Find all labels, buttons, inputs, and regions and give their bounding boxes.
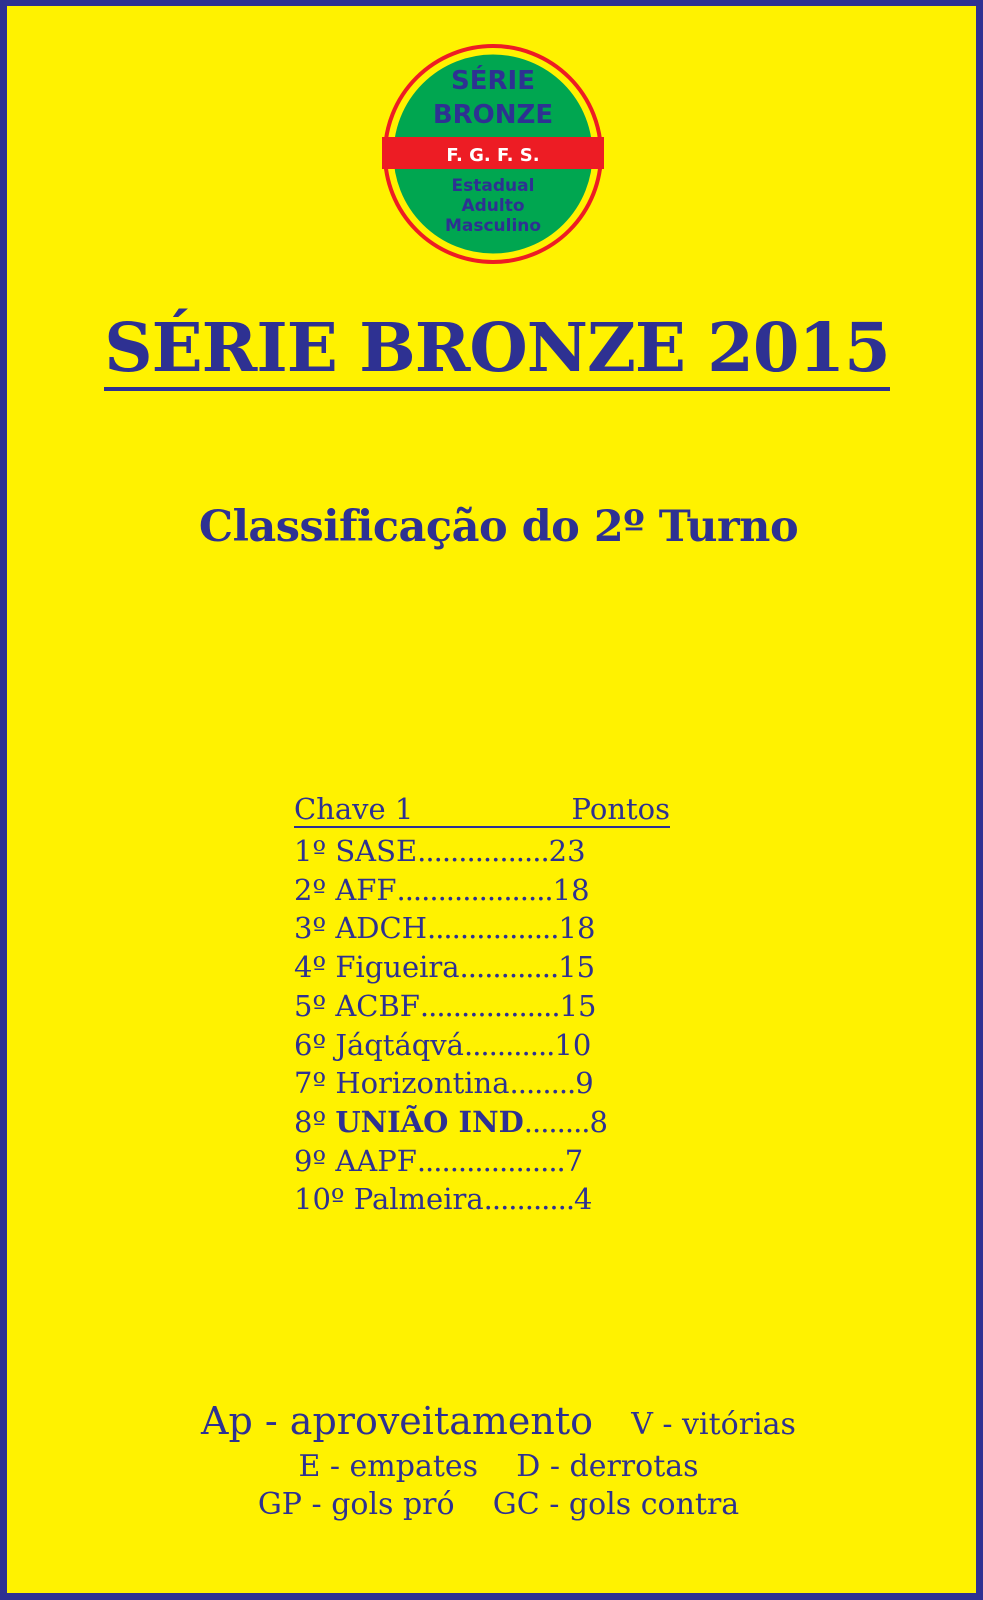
standings-team: UNIÃO IND: [335, 1104, 524, 1139]
standings-points: 18: [552, 872, 590, 907]
standings-points: 8: [589, 1104, 608, 1139]
standings-rows: [294, 832, 670, 1219]
standings-points: 23: [548, 834, 586, 868]
standings-position: 8º: [294, 1104, 327, 1139]
standings-position: 2º: [294, 872, 327, 907]
standings-header: [294, 792, 670, 828]
standings-position: 6º: [294, 1027, 327, 1062]
standings-points: 15: [559, 988, 597, 1023]
poster-subtitle: Classificação do 2º Turno: [198, 502, 799, 552]
logo-line-masculino: Masculino: [444, 216, 542, 236]
standings-row: [294, 987, 670, 1026]
standings-points: 7: [564, 1143, 584, 1178]
legend-line-1: [7, 1399, 983, 1443]
logo-line-adulto: Adulto: [461, 196, 525, 216]
standings-dots: ...................: [396, 872, 553, 907]
standings-row: [294, 948, 670, 987]
group-label: Chave 1: [294, 792, 414, 826]
legend-v: V - vitórias: [631, 1407, 796, 1442]
legend-gc: GC - gols contra: [492, 1487, 740, 1522]
standings-points: 10: [554, 1027, 592, 1062]
standings-team: Horizontina: [335, 1066, 510, 1101]
standings-team: Jáqtáqvá: [335, 1027, 464, 1062]
standings-position: 5º: [294, 988, 327, 1023]
standings-points: 4: [574, 1182, 593, 1217]
standings-team: Palmeira: [353, 1182, 484, 1217]
logo-line-estadual: Estadual: [451, 176, 535, 196]
legend-line-2: [7, 1449, 983, 1484]
standings-dots: ...........: [463, 1027, 555, 1062]
logo-line-bronze: BRONZE: [432, 100, 554, 130]
standings-dots: ..................: [416, 1143, 565, 1178]
standings-team: Figueira: [335, 950, 460, 985]
standings-row: [294, 832, 670, 871]
standings-row: [294, 909, 670, 948]
standings-dots: .................: [419, 988, 560, 1023]
standings-row: [294, 1026, 670, 1065]
standings-points: 15: [558, 950, 596, 985]
standings-team: AFF: [335, 872, 397, 907]
legend-e: E - empates: [298, 1449, 479, 1484]
standings-position: 7º: [294, 1066, 327, 1101]
poster-title-text: SÉRIE BRONZE 2015: [104, 308, 890, 391]
standings-row: [294, 871, 670, 910]
standings-dots: ...........: [483, 1182, 575, 1217]
standings-dots: ................: [417, 834, 549, 868]
standings-dots: ................: [427, 911, 559, 946]
standings-dots: ............: [459, 950, 559, 985]
standings-points: 9: [575, 1066, 594, 1101]
logo-band-fgfs: F. G. F. S.: [446, 145, 540, 166]
standings-row: [294, 1142, 670, 1181]
serie-bronze-logo: [382, 43, 604, 265]
standings-row: [294, 1103, 670, 1142]
standings-team: ACBF: [335, 988, 420, 1023]
standings-team: SASE: [335, 834, 418, 868]
points-label: Pontos: [571, 792, 670, 826]
logo-line-serie: SÉRIE: [451, 66, 535, 96]
legend-ap: Ap - aproveitamento: [201, 1399, 593, 1443]
standings-position: 1º: [294, 834, 327, 868]
standings-position: 9º: [294, 1143, 327, 1178]
standings-row: [294, 1180, 670, 1219]
standings-team: AAPF: [335, 1143, 417, 1178]
standings-row: [294, 1064, 670, 1103]
standings-position: 3º: [294, 911, 327, 946]
standings-table: [294, 792, 670, 1219]
standings-team: ADCH: [335, 911, 427, 946]
poster-title: [62, 306, 932, 390]
legend-gp: GP - gols pró: [257, 1487, 455, 1522]
standings-dots: ........: [509, 1066, 576, 1101]
legend-d: D - derrotas: [516, 1449, 699, 1484]
legend-line-3: [7, 1487, 983, 1522]
standings-dots: ........: [523, 1104, 590, 1139]
standings-position: 10º: [294, 1182, 345, 1217]
standings-position: 4º: [294, 950, 327, 985]
standings-points: 18: [558, 911, 596, 946]
